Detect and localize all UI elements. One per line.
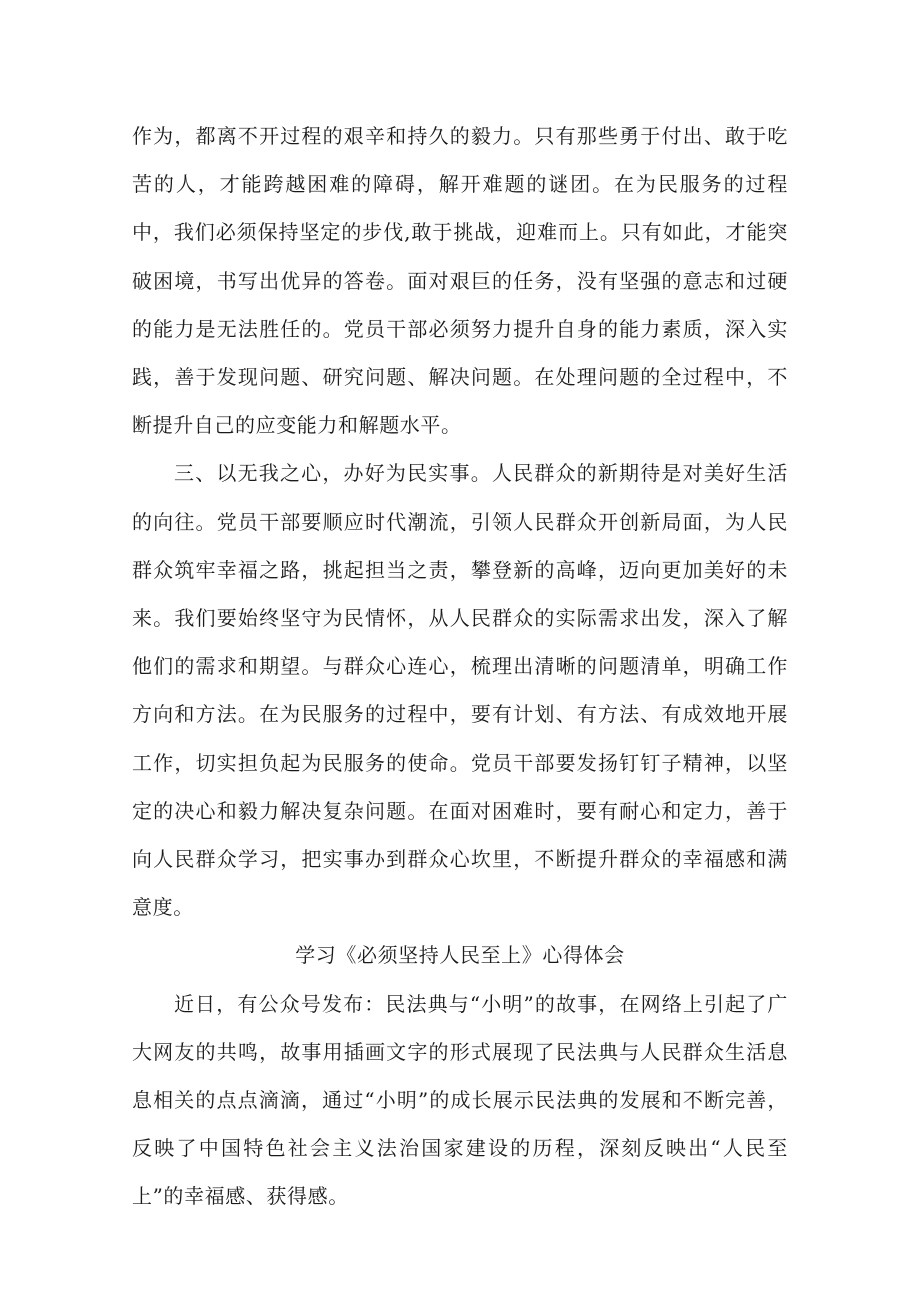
paragraph-section-three: 三、以无我之心，办好为民实事。人民群众的新期待是对美好生活的向往。党员干部要顺应时代潮流，引领人民群众开创新局面，为人民群众筑牢幸福之路，挑起担当之责，攀登新的高峰，迈向更加美好的未来。我们要始终坚守为民情怀，从人民群众的实际需求出发，深入了解他们的需求和期望。与群众心连心，梳理出清晰的问题清单，明确工作方向和方法。在为民服务的过程中，要有计划、有方法、有成效地开展工作，切实担负起为民服务的使命。党员干部要发扬钉钉子精神，以坚定的决心和毅力解决复杂问题。在面对困难时，要有耐心和定力，善于向人民群众学习，把实事办到群众心坎里，不断提升群众的幸福感和满意度。 bbox=[132, 461, 788, 920]
section-title: 学习《必须坚持人民至上》心得体会 bbox=[295, 943, 625, 968]
paragraph-continuation: 作为，都离不开过程的艰辛和持久的毅力。只有那些勇于付出、敢于吃苦的人，才能跨越困难的障碍，解开难题的谜团。在为民服务的过程中，我们必须保持坚定的步伐,敢于挑战，迎难而上。只有如此，才能突破困境，书写出优异的答卷。面对艰巨的任务，没有坚强的意志和过硬的能力是无法胜任的。党员干部必须努力提升自身的能力素质，深入实践，善于发现问题、研究问题、解决问题。在处理问题的全过程中，不断提升自己的应变能力和解题水平。 bbox=[132, 124, 788, 438]
document-body bbox=[132, 112, 788, 1221]
paragraph-intro: 近日，有公众号发布：民法典与“小明”的故事，在网络上引起了广大网友的共鸣，故事用插画文字的形式展现了民法典与人民群众生活息息相关的点点滴滴，通过“小明”的成长展示民法典的发展和不断完善，反映了中国特色社会主义法治国家建设的历程，深刻反映出“人民至上”的幸福感、获得感。 bbox=[132, 991, 788, 1209]
